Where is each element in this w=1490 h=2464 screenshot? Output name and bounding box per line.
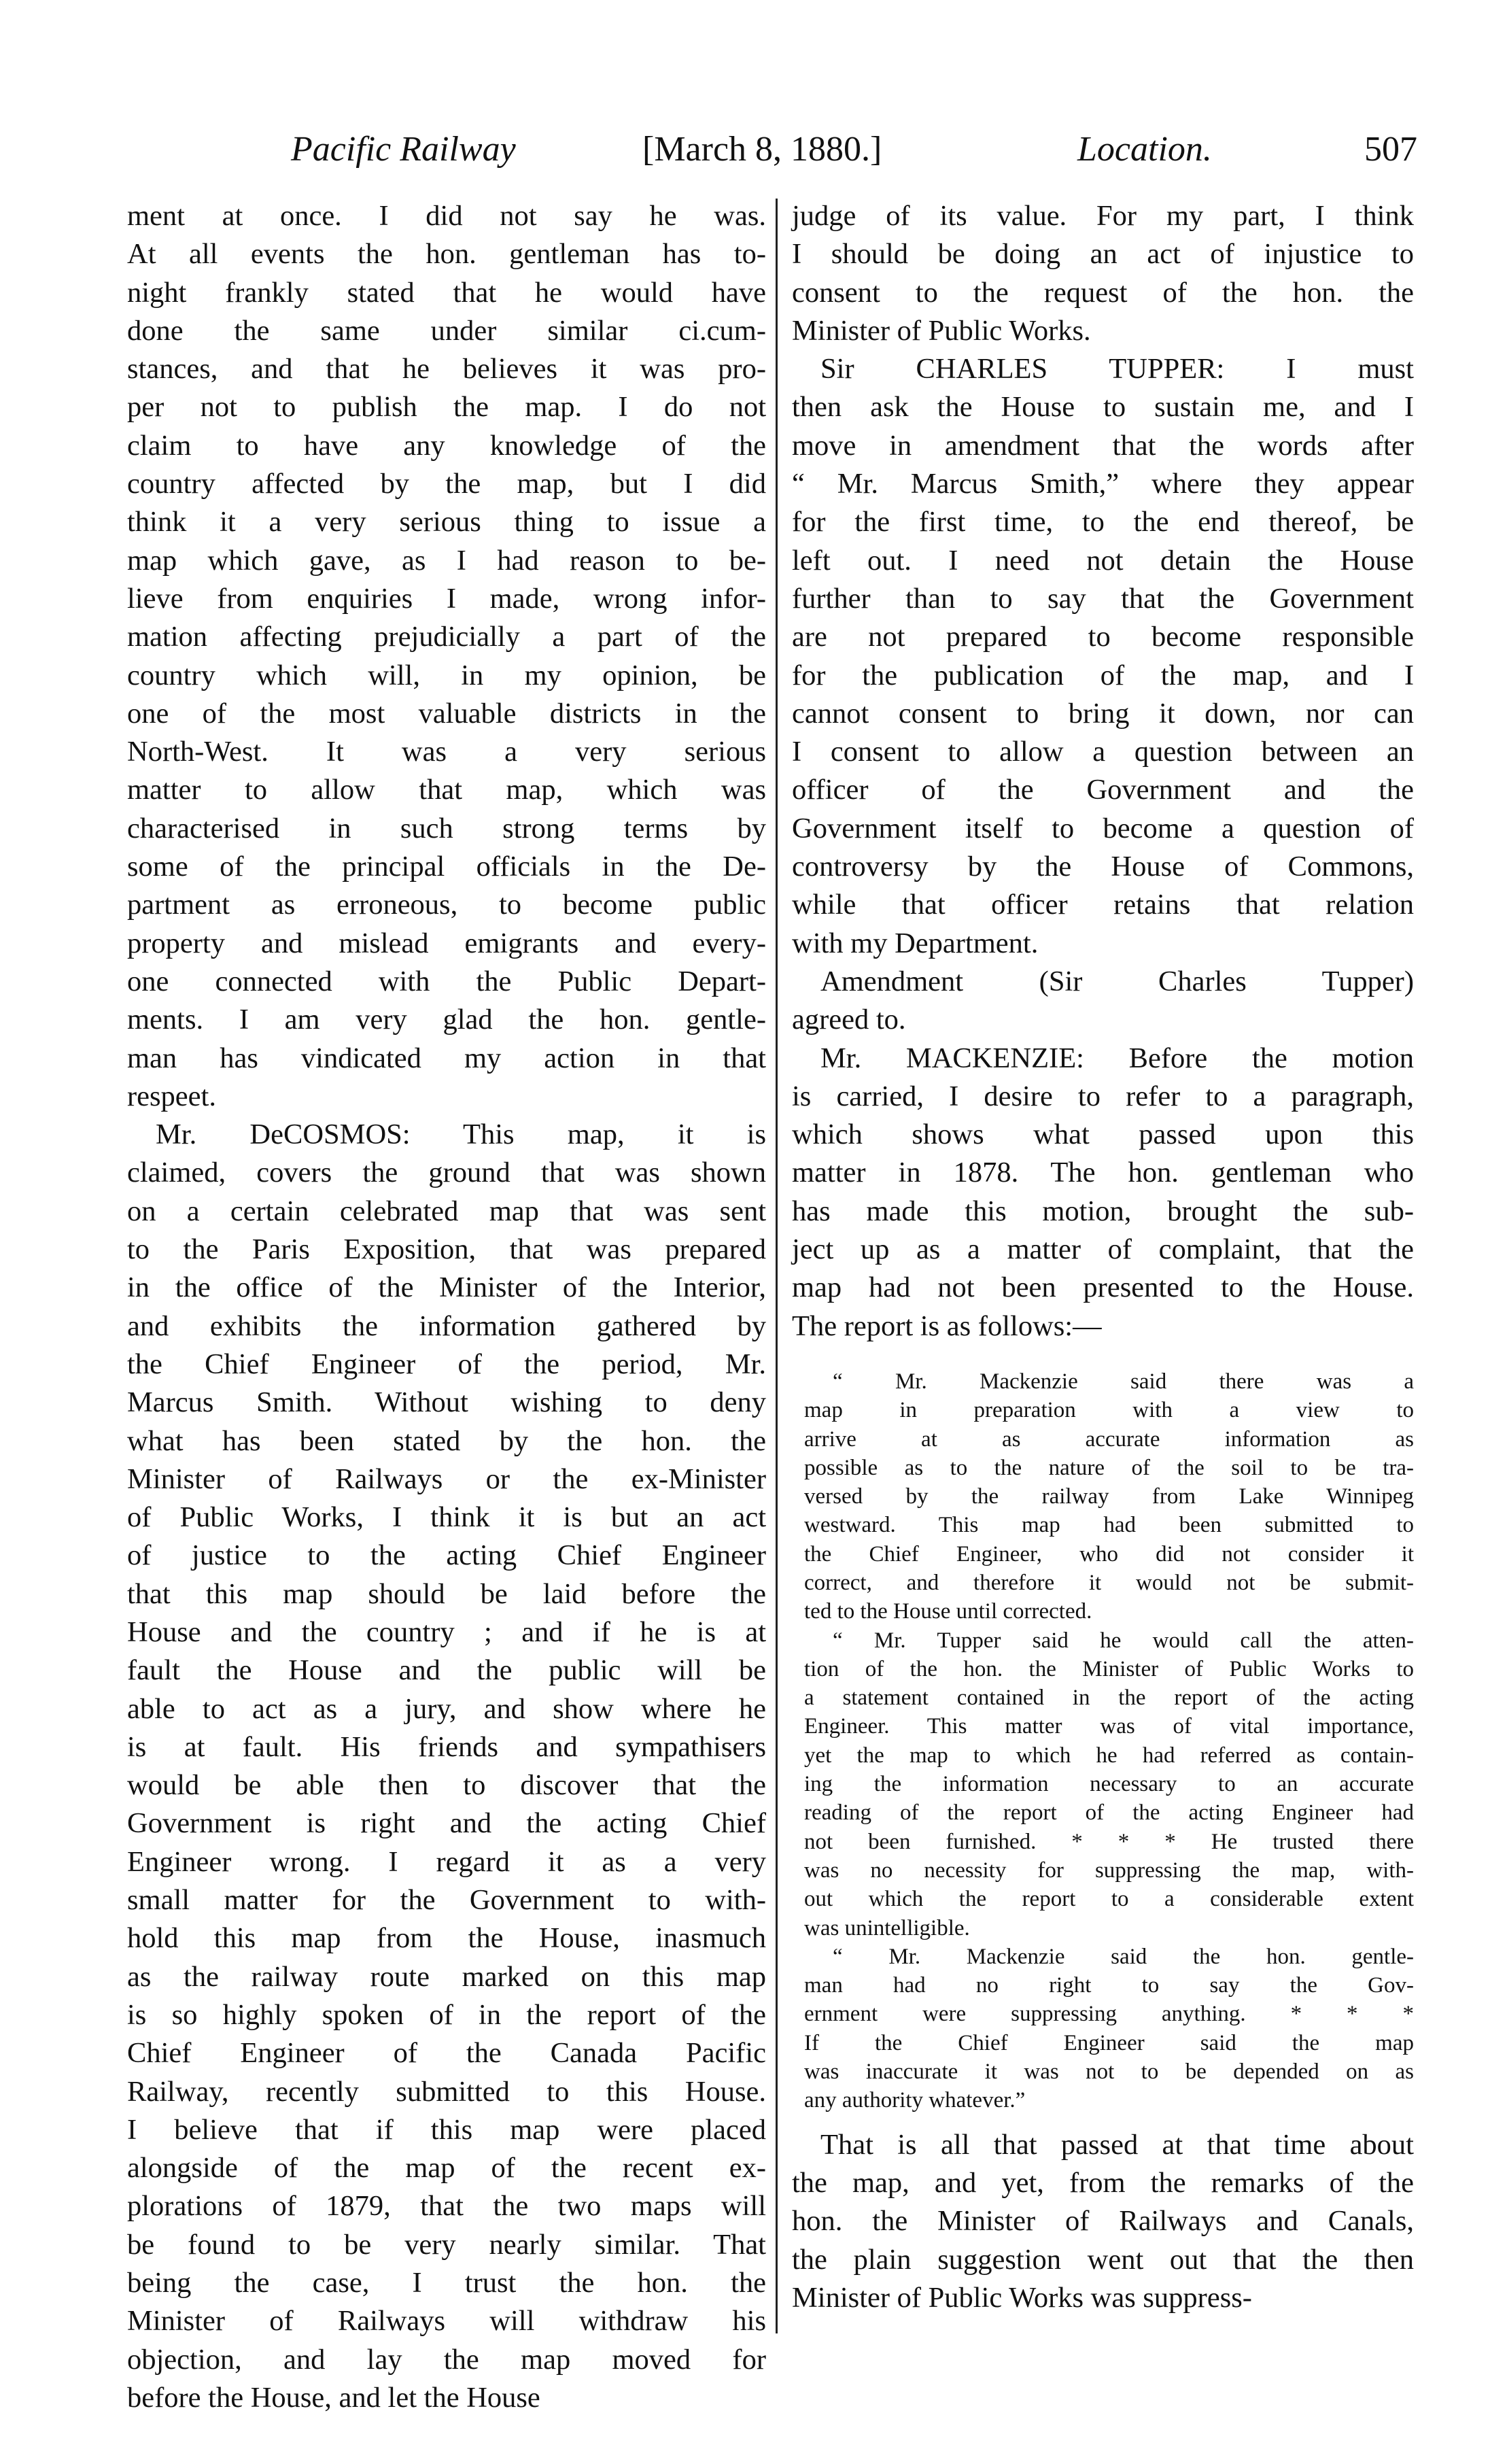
text-line: agreed to. [792, 1004, 906, 1036]
text-line: Engineer wrong. I regard it as a very [127, 1845, 766, 1878]
text-line: of justice to the acting Chief Engineer [127, 1539, 766, 1572]
text-line: Government itself to become a question of [792, 812, 1414, 844]
text-line: judge of its value. For my part, I think [792, 200, 1414, 232]
text-line: the map, and yet, from the remarks of the [792, 2166, 1414, 2199]
text-line: consent to the request of the hon. the [792, 276, 1414, 309]
running-title: Pacific Railway [291, 130, 516, 169]
text-line: “ Mr. Marcus Smith,” where they appear [792, 468, 1414, 500]
text-line: was unintelligible. [804, 1915, 970, 1940]
text-line: claim to have any knowledge of the [127, 429, 766, 462]
right-column-text [792, 197, 1414, 1346]
text-line: further than to say that the Government [792, 582, 1414, 615]
text-line: Sir CHARLES TUPPER: I must [820, 353, 1414, 386]
text-line: reading of the report of the acting Engineer had [804, 1800, 1414, 1826]
right-column-continuation [792, 2126, 1414, 2317]
text-line: able to act as a jury, and show where he [127, 1692, 766, 1725]
text-line: claimed, covers the ground that was shown [127, 1157, 766, 1189]
column-divider [776, 199, 778, 2333]
text-line: night frankly stated that he would have [127, 276, 766, 309]
text-line: is carried, I desire to refer to a paragraph, [792, 1080, 1414, 1112]
text-line: not been furnished. * * * He trusted there [804, 1829, 1414, 1854]
text-line: That is all that passed at that time about [820, 2128, 1414, 2161]
text-line: in the office of the Minister of the Interior, [127, 1271, 766, 1304]
text-line: mation affecting prejudicially a part of the [127, 621, 766, 653]
text-line: property and mislead emigrants and every- [127, 927, 766, 959]
text-line: man had no right to say the Gov- [804, 1973, 1414, 1998]
text-line: that this map should be laid before the [127, 1577, 766, 1610]
text-line: North-West. It was a very serious [127, 736, 766, 768]
text-line: think it a very serious thing to issue a [127, 506, 766, 538]
text-line: Minister of Railways or the ex-Minister [127, 1462, 766, 1495]
text-line: a statement contained in the report of the acting [804, 1686, 1414, 1711]
text-line: out which the report to a considerable extent [804, 1887, 1414, 1912]
text-line: tion of the hon. the Minister of Public Works to [804, 1656, 1414, 1681]
left-column [127, 197, 766, 2417]
page-number: 507 [1364, 130, 1417, 169]
text-line: stances, and that he believes it was pro- [127, 353, 766, 386]
text-line: respeet. [127, 1080, 216, 1112]
text-line: possible as to the nature of the soil to be tra- [804, 1455, 1414, 1480]
text-line: what has been stated by the hon. the [127, 1424, 766, 1457]
text-line: of Public Works, I think it is but an act [127, 1501, 766, 1534]
quoted-report [804, 1367, 1414, 2115]
text-line: is so highly spoken of in the report of the [127, 1998, 766, 2031]
text-line: man has vindicated my action in that [127, 1042, 766, 1074]
text-line: map which gave, as I had reason to be- [127, 544, 766, 577]
text-line: per not to publish the map. I do not [127, 391, 766, 424]
text-line: country which will, in my opinion, be [127, 659, 766, 691]
page-header [0, 129, 1490, 177]
text-line: lieve from enquiries I made, wrong infor- [127, 582, 766, 615]
text-line: matter in 1878. The hon. gentleman who [792, 1157, 1414, 1189]
text-line: ing the information necessary to an accurate [804, 1772, 1414, 1797]
text-line: one connected with the Public Depart- [127, 965, 766, 997]
text-line: westward. This map had been submitted to [804, 1513, 1414, 1538]
text-line: are not prepared to become responsible [792, 621, 1414, 653]
text-line: versed by the railway from Lake Winnipeg [804, 1484, 1414, 1509]
text-line: arrive at as accurate information as [804, 1426, 1414, 1452]
text-line: being the case, I trust the hon. the [127, 2267, 766, 2299]
text-line: House and the country ; and if he is at [127, 1615, 766, 1648]
text-line: hon. the Minister of Railways and Canals, [792, 2205, 1414, 2238]
text-line: the Chief Engineer, who did not consider it [804, 1541, 1414, 1567]
text-line: ject up as a matter of complaint, that the [792, 1233, 1414, 1266]
text-line: ments. I am very glad the hon. gentle- [127, 1004, 766, 1036]
text-line: officer of the Government and the [792, 774, 1414, 806]
text-line: map in preparation with a view to [804, 1398, 1414, 1423]
text-line: The report is as follows:— [792, 1310, 1102, 1342]
header-date: [March 8, 1880.] [642, 130, 882, 169]
text-line: was inaccurate it was not to be depended on as [804, 2059, 1414, 2085]
text-line: Mr. MACKENZIE: Before the motion [820, 1042, 1414, 1074]
text-line: controversy by the House of Commons, [792, 851, 1414, 883]
text-line: which shows what passed upon this [792, 1118, 1414, 1151]
text-line: Railway, recently submitted to this House. [127, 2075, 766, 2108]
text-line: and exhibits the information gathered by [127, 1310, 766, 1342]
text-line: I should be doing an act of injustice to [792, 238, 1414, 271]
text-line: I believe that if this map were placed [127, 2113, 766, 2146]
text-line: be found to be very nearly similar. That [127, 2228, 766, 2261]
text-line: one of the most valuable districts in the [127, 697, 766, 730]
text-line: Mr. DeCOSMOS: This map, it is [156, 1118, 766, 1151]
text-line: as the railway route marked on this map [127, 1960, 766, 1993]
text-line: cannot consent to bring it down, nor can [792, 697, 1414, 730]
text-line: I consent to allow a question between an [792, 736, 1414, 768]
text-line: the plain suggestion went out that the then [792, 2243, 1414, 2276]
text-line: has made this motion, brought the sub- [792, 1195, 1414, 1227]
text-line: done the same under similar ci.cum- [127, 314, 766, 347]
text-line: country affected by the map, but I did [127, 468, 766, 500]
text-line: Minister of Railways will withdraw his [127, 2305, 766, 2338]
text-line: plorations of 1879, that the two maps will [127, 2190, 766, 2223]
text-line: small matter for the Government to with- [127, 1884, 766, 1917]
text-line: Chief Engineer of the Canada Pacific [127, 2037, 766, 2070]
text-line: At all events the hon. gentleman has to- [127, 238, 766, 271]
text-line: fault the House and the public will be [127, 1654, 766, 1687]
text-line: the Chief Engineer of the period, Mr. [127, 1348, 766, 1380]
text-line: Engineer. This matter was of vital importance, [804, 1714, 1414, 1739]
text-line: yet the map to which he had referred as contain- [804, 1743, 1414, 1768]
text-line: move in amendment that the words after [792, 429, 1414, 462]
text-line: then ask the House to sustain me, and I [792, 391, 1414, 424]
text-line: If the Chief Engineer said the map [804, 2030, 1414, 2055]
text-line: on a certain celebrated map that was sent [127, 1195, 766, 1227]
text-line: map had not been presented to the House. [792, 1271, 1414, 1304]
text-line: Marcus Smith. Without wishing to deny [127, 1386, 766, 1419]
left-column-text [127, 197, 766, 2417]
text-line: is at fault. His friends and sympathisers [127, 1730, 766, 1763]
text-line: objection, and lay the map moved for [127, 2343, 766, 2376]
text-line: Government is right and the acting Chief [127, 1807, 766, 1840]
section-title: Location. [1077, 130, 1212, 169]
text-line: alongside of the map of the recent ex- [127, 2152, 766, 2185]
text-line: Minister of Public Works. [792, 314, 1091, 347]
text-line: ernment were suppressing anything. * * * [804, 2002, 1414, 2027]
text-line: partment as erroneous, to become public [127, 889, 766, 921]
text-line: “ Mr. Mackenzie said the hon. gentle- [833, 1944, 1414, 1969]
right-column [792, 197, 1414, 2317]
text-line: ment at once. I did not say he was. [127, 200, 766, 232]
text-line: any authority whatever.” [804, 2088, 1026, 2113]
text-line: “ Mr. Mackenzie said there was a [833, 1369, 1414, 1394]
text-line: would be able then to discover that the [127, 1769, 766, 1802]
text-line: characterised in such strong terms by [127, 812, 766, 844]
text-line: matter to allow that map, which was [127, 774, 766, 806]
text-line: “ Mr. Tupper said he would call the atten- [833, 1628, 1414, 1653]
text-line: with my Department. [792, 927, 1039, 959]
text-line: was no necessity for suppressing the map, with- [804, 1858, 1414, 1883]
text-line: for the publication of the map, and I [792, 659, 1414, 691]
text-line: some of the principal officials in the De- [127, 851, 766, 883]
text-line: hold this map from the House, inasmuch [127, 1922, 766, 1955]
text-line: before the House, and let the House [127, 2381, 540, 2414]
text-line: correct, and therefore it would not be submit- [804, 1570, 1414, 1595]
text-line: Minister of Public Works was suppress- [792, 2281, 1252, 2314]
text-line: for the first time, to the end thereof, be [792, 506, 1414, 538]
text-line: while that officer retains that relation [792, 889, 1414, 921]
text-line: left out. I need not detain the House [792, 544, 1414, 577]
text-line: to the Paris Exposition, that was prepared [127, 1233, 766, 1266]
text-line: Amendment (Sir Charles Tupper) [820, 965, 1414, 997]
text-line: ted to the House until corrected. [804, 1599, 1092, 1624]
